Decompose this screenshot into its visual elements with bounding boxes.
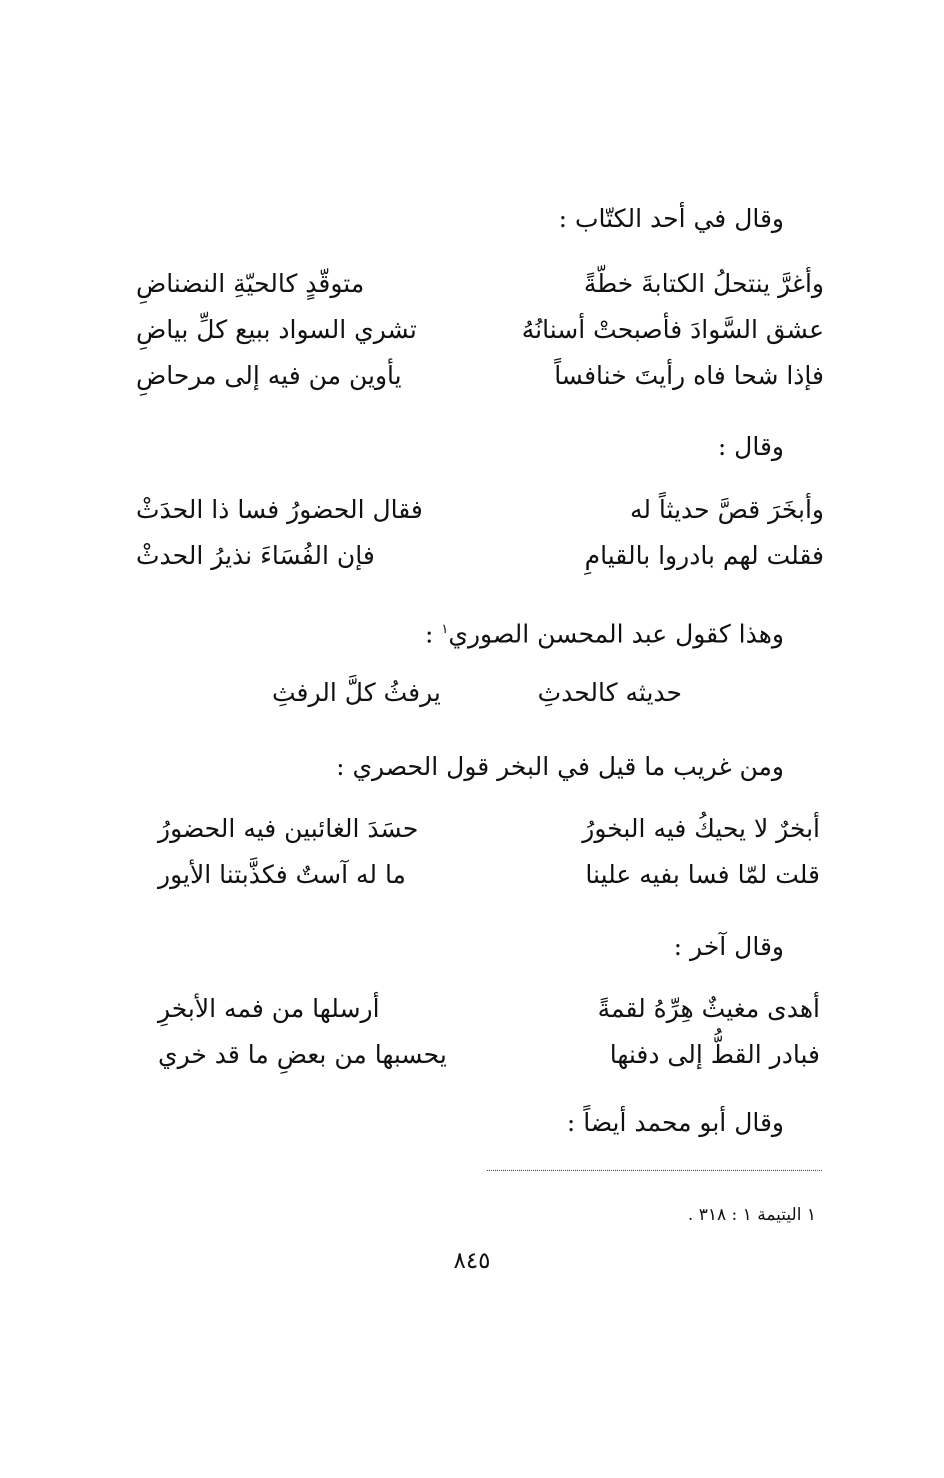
verse-second-hemistich: تشري السواد ببيع كلِّ بياضِ [136,315,417,344]
verse-second-hemistich: أرسلها من فمه الأبخرِ [158,994,380,1023]
footnote-marker: ١ [441,622,449,637]
section-3-intro-tail: : [425,619,442,649]
verse-second-hemistich: يحسبها من بعضِ ما قد خري [158,1040,447,1069]
section-6-intro: وقال أبو محمد أيضاً : [566,1108,784,1137]
verse-line [158,991,820,1027]
section-3-intro-text: وهذا كقول عبد المحسن الصوري [448,619,784,649]
verse-first-hemistich: فإذا شحا فاه رأيتَ خنافساً [554,361,824,390]
verse-first-hemistich: عشق السَّوادَ فأصبحتْ أسنانُهُ [521,315,824,344]
verse-first-hemistich: أهدى مغيثٌ هِرِّهُ لقمةً [597,994,820,1023]
verse-first-hemistich: وأبخَرَ قصَّ حديثاً له [629,495,824,524]
section-3-intro [425,613,784,651]
verse-first-hemistich: فقلت لهم بادروا بالقيامِ [584,541,824,570]
verse-second-hemistich: يأوين من فيه إلى مرحاضِ [136,361,402,390]
verse-line [158,857,820,893]
section-5-intro: وقال آخر : [673,932,784,961]
verse-second-hemistich: فقال الحضورُ فسا ذا الحدَثْ [136,495,423,524]
verse-first-hemistich: وأغرَّ ينتحلُ الكتابةَ خطّةً [583,269,824,298]
verse-second-hemistich: ما له آستٌ فكذَّبتنا الأيور [158,860,406,889]
verse-line [136,266,824,302]
page-number: ٨٤٥ [453,1248,491,1274]
section-4-intro: ومن غريب ما قيل في البخر قول الحصري : [336,752,784,781]
verse-second-hemistich: متوقّدٍ كالحيّةِ النضناضِ [136,269,365,298]
section-2-intro: وقال : [717,432,784,461]
verse-first-hemistich: فبادر القطُّ إلى دفنها [609,1040,820,1069]
verse-first-hemistich: أبخرٌ لا يحيكُ فيه البخورُ [582,814,820,843]
verse-line [136,312,824,348]
verse-first-hemistich: حديثه كالحدثِ [537,678,682,707]
verse-line [158,811,820,847]
verse-line [136,492,824,528]
verse-second-hemistich: يرفثُ كلَّ الرفثِ [272,678,441,707]
verse-line [136,358,824,394]
verse-second-hemistich: فإن الفُسَاءَ نذيرُ الحدثْ [136,541,375,570]
verse-line [136,538,824,574]
verse-first-hemistich: قلت لمّا فسا بفيه علينا [585,860,820,889]
verse-line [158,1037,820,1073]
section-1-intro: وقال في أحد الكتّاب : [558,204,784,233]
footnote: ١ اليتيمة ١ : ٣١٨ . [687,1205,816,1225]
verse-second-hemistich: حسَدَ الغائبين فيه الحضورُ [158,814,419,843]
verse-line [272,675,682,711]
footnote-divider [487,1170,822,1171]
